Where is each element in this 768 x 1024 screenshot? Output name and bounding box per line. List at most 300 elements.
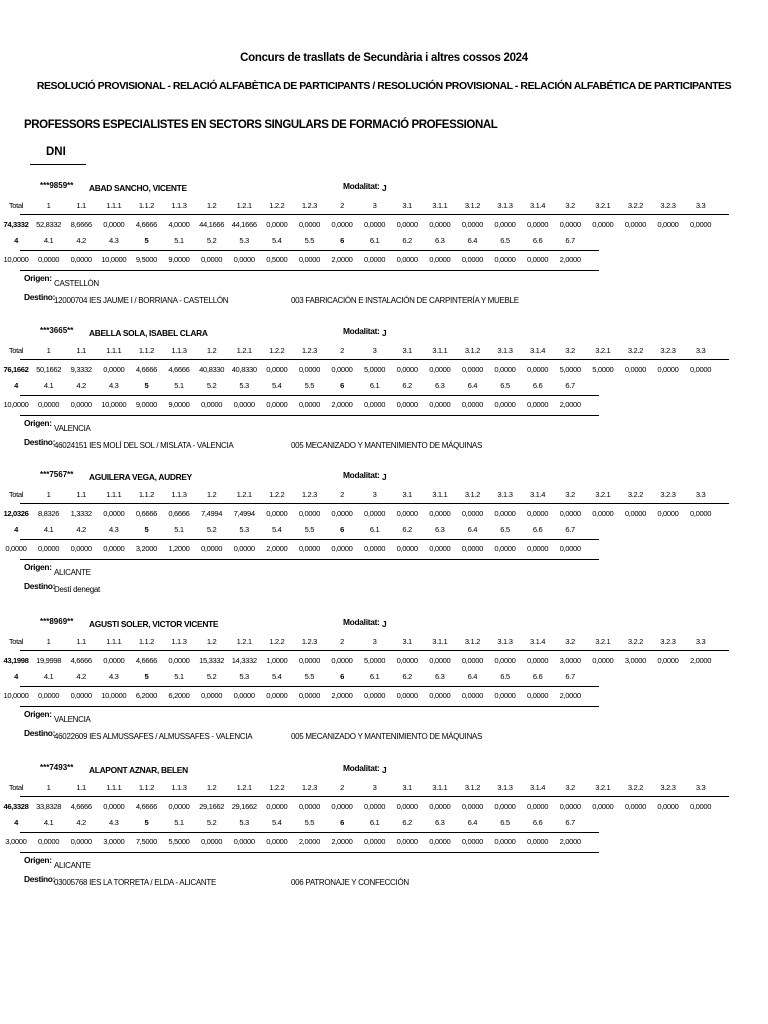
column-header: 6.3 [435, 381, 445, 390]
destino-value: 12000704 IES JAUME I / BORRIANA - CASTELLÓN [54, 296, 229, 305]
score-cell: 0,0000 [201, 400, 223, 409]
origen-value: CASTELLÓN [54, 279, 99, 288]
score-cell: 0,0000 [201, 544, 223, 553]
column-header: 6.7 [565, 525, 575, 534]
score-cell: 0,0000 [5, 544, 27, 553]
column-header: 3 [372, 201, 377, 210]
origen-label: Origen: [24, 709, 52, 719]
column-header: 4.1 [43, 818, 54, 827]
column-header: 5.1 [174, 818, 184, 827]
column-header: 5.2 [206, 525, 217, 534]
score-cell: 0,5000 [266, 255, 288, 264]
column-header: 3.2 [565, 783, 575, 792]
participant-dni: ***8969** [40, 617, 74, 626]
row-divider [20, 650, 729, 651]
score-cell: 29,1662 [231, 802, 257, 811]
score-cell: 7,4994 [201, 509, 223, 518]
score-cell: 2,0000 [266, 544, 288, 553]
column-header: 5.4 [272, 525, 282, 534]
column-header: 1.1.2 [138, 637, 154, 646]
column-header: 1.2 [206, 346, 217, 355]
column-header: 6.4 [467, 818, 478, 827]
column-header: 1.2 [206, 783, 217, 792]
column-header: 6.5 [500, 672, 510, 681]
score-cell: 4,0000 [168, 220, 190, 229]
column-header: Total [8, 637, 24, 646]
column-header: 1 [46, 490, 51, 499]
column-header: 6.4 [467, 525, 478, 534]
score-cell: 0,0000 [527, 837, 549, 846]
score-cell: 4,6666 [70, 656, 92, 665]
score-cell: 0,0000 [657, 656, 679, 665]
column-header: 3.1.4 [530, 637, 546, 646]
column-header: 5.5 [304, 236, 315, 245]
score-cell: 0,0000 [494, 255, 516, 264]
row-divider [20, 686, 599, 687]
column-header: 6.1 [369, 236, 380, 245]
score-cell: 0,0000 [331, 509, 353, 518]
column-header: 3.3 [695, 637, 706, 646]
score-cell: 0,0000 [364, 837, 386, 846]
column-header: 6.4 [467, 672, 478, 681]
column-header: 3.2.2 [627, 346, 643, 355]
column-header: 1.1.1 [106, 201, 122, 210]
column-header: 3.1.1 [432, 490, 448, 499]
column-header: 4.2 [76, 818, 86, 827]
destino-label: Destino: [24, 292, 56, 302]
score-cell: 4,6666 [168, 365, 190, 374]
score-cell: 33,8328 [36, 802, 62, 811]
column-header: 3.2.1 [595, 201, 611, 210]
row-divider [20, 832, 599, 833]
column-header: 6.6 [532, 672, 543, 681]
origen-label: Origen: [24, 418, 52, 428]
score-cell: 10,0000 [3, 691, 29, 700]
column-header: 5.4 [272, 381, 282, 390]
score-cell: 0,0000 [396, 656, 418, 665]
column-header: 1.2.1 [236, 637, 252, 646]
column-header: 3.1.2 [464, 346, 480, 355]
score-cell: 0,0000 [429, 544, 451, 553]
column-header: 3.2.2 [627, 783, 643, 792]
column-header: 3.2.3 [660, 346, 676, 355]
score-cell: 5,0000 [364, 365, 386, 374]
score-cell: 2,0000 [331, 255, 353, 264]
column-header: 1.2.2 [269, 490, 285, 499]
score-cell: 29,1662 [199, 802, 225, 811]
score-cell: 2,0000 [559, 691, 581, 700]
score-cell: 0,0000 [233, 544, 255, 553]
score-cell: 5,0000 [559, 365, 581, 374]
score-cell: 0,0000 [624, 365, 646, 374]
column-header: 3.3 [695, 490, 706, 499]
score-cell: 0,0000 [201, 691, 223, 700]
score-cell: 0,0000 [331, 544, 353, 553]
score-cell: 1,3332 [70, 509, 92, 518]
score-cell: 0,0000 [396, 837, 418, 846]
column-header: 3.1.4 [530, 346, 546, 355]
column-header: 3.1.2 [464, 637, 480, 646]
column-header: 5.1 [174, 381, 184, 390]
score-cell: 0,0000 [527, 691, 549, 700]
column-header: 3.2 [565, 346, 575, 355]
column-header: 1.1.2 [138, 201, 154, 210]
column-header: 6.2 [402, 236, 412, 245]
total-score: 74,3332 [3, 220, 29, 229]
column-header: 1.1 [76, 346, 86, 355]
column-header: 6.7 [565, 818, 575, 827]
score-cell: 0,0000 [168, 656, 190, 665]
participant-block [0, 181, 768, 321]
column-header: 4 [14, 525, 18, 534]
score-cell: 0,0000 [396, 220, 418, 229]
column-header: 3.2.3 [660, 490, 676, 499]
score-cell: 0,0000 [364, 400, 386, 409]
score-cell: 4,6666 [135, 365, 157, 374]
column-header: 2 [340, 201, 344, 210]
column-header: 5 [144, 381, 149, 390]
column-header: 4.1 [43, 236, 54, 245]
column-header: 1.1 [76, 201, 86, 210]
total-score: 46,3328 [3, 802, 29, 811]
score-cell: 0,0000 [494, 220, 516, 229]
score-cell: 0,0000 [266, 400, 288, 409]
column-header: 6.3 [435, 525, 445, 534]
score-cell: 0,0000 [298, 220, 320, 229]
participant-dni: ***7493** [40, 763, 74, 772]
score-cell: 0,0000 [429, 837, 451, 846]
score-cell: 10,0000 [3, 400, 29, 409]
column-header: 4.1 [43, 525, 54, 534]
column-header: Total [8, 490, 24, 499]
score-cell: 0,0000 [624, 220, 646, 229]
score-cell: 0,0000 [233, 400, 255, 409]
modalitat-label: Modalitat: [343, 326, 380, 336]
score-cell: 0,0000 [396, 544, 418, 553]
score-cell: 0,0000 [429, 220, 451, 229]
score-cell: 0,0000 [461, 802, 483, 811]
column-header: 1.1 [76, 490, 86, 499]
especialidad-value: 006 PATRONAJE Y CONFECCIÓN [291, 878, 409, 887]
column-header: 2 [340, 490, 344, 499]
column-header: 4.3 [109, 525, 119, 534]
column-header: 6.1 [369, 525, 380, 534]
score-cell: 0,0000 [331, 656, 353, 665]
score-cell: 0,0000 [266, 365, 288, 374]
score-cell: 0,0000 [38, 255, 60, 264]
column-header: 3 [372, 783, 377, 792]
column-header: 5.2 [206, 672, 217, 681]
column-header: 1.1.3 [171, 490, 187, 499]
row-divider [20, 359, 729, 360]
score-cell: 0,0000 [429, 255, 451, 264]
column-header: 2 [340, 783, 344, 792]
score-cell: 0,0000 [38, 691, 60, 700]
dni-underline [30, 164, 86, 165]
participant-block [0, 763, 768, 903]
score-cell: 8,6666 [70, 220, 92, 229]
column-header: 1.1.1 [106, 490, 122, 499]
column-header: 6 [340, 236, 344, 245]
column-header: 3.2.2 [627, 201, 643, 210]
column-header: 6.5 [500, 525, 510, 534]
score-cell: 7,5000 [135, 837, 157, 846]
score-cell: 0,0000 [494, 656, 516, 665]
origen-value: VALENCIA [54, 715, 91, 724]
score-cell: 2,0000 [690, 656, 712, 665]
column-header: 1.2.1 [236, 346, 252, 355]
column-header: 3.2.3 [660, 201, 676, 210]
column-header: 3.2 [565, 201, 575, 210]
column-header: 1.2.3 [301, 490, 317, 499]
column-header: 6.7 [565, 381, 575, 390]
score-cell: 2,0000 [298, 837, 320, 846]
destino-label: Destino: [24, 874, 56, 884]
score-cell: 0,0000 [461, 691, 483, 700]
score-cell: 6,2000 [135, 691, 157, 700]
score-cell: 4,6666 [135, 220, 157, 229]
document-title: Concurs de trasllats de Secundària i altres cossos 2024 [240, 52, 528, 64]
section-heading: PROFESSORS ESPECIALISTES EN SECTORS SINGULARS DE FORMACIÓ PROFESSIONAL [24, 119, 498, 131]
column-header: 1.1.1 [106, 637, 122, 646]
column-header: 3.1.3 [497, 490, 513, 499]
column-header: 6.1 [369, 672, 380, 681]
destino-label: Destino: [24, 581, 56, 591]
participant-name: AGUSTI SOLER, VICTOR VICENTE [89, 619, 219, 629]
score-cell: 0,0000 [168, 802, 190, 811]
column-header: 3 [372, 490, 377, 499]
score-cell: 0,0000 [494, 691, 516, 700]
column-header: 6.2 [402, 818, 412, 827]
column-header: 5.4 [272, 236, 282, 245]
column-header: 6 [340, 672, 344, 681]
column-header: 5.1 [174, 672, 184, 681]
column-header: 4.2 [76, 672, 86, 681]
score-cell: 0,0000 [527, 656, 549, 665]
score-cell: 10,0000 [3, 255, 29, 264]
score-cell: 0,0000 [690, 220, 712, 229]
score-cell: 0,0000 [298, 691, 320, 700]
column-header: 3.1.2 [464, 201, 480, 210]
score-cell: 0,0000 [690, 802, 712, 811]
column-header: 1.2 [206, 490, 217, 499]
score-cell: 0,0000 [70, 837, 92, 846]
column-header: 5.4 [272, 818, 282, 827]
score-cell: 0,0000 [592, 802, 614, 811]
destino-value: 46022609 IES ALMUSSAFES / ALMUSSAFES - VALENCIA [54, 732, 253, 741]
document-subtitle: RESOLUCIÓ PROVISIONAL - RELACIÓ ALFABÈTICA DE PARTICIPANTS / RESOLUCIÓN PROVISIONAL - RELACIÓN ALFABÉTICA DE PARTICIPANTES [36, 80, 732, 92]
column-header: 1.1.2 [138, 346, 154, 355]
score-cell: 0,0000 [461, 509, 483, 518]
score-cell: 3,0000 [624, 656, 646, 665]
column-header: 3.1 [402, 637, 412, 646]
score-cell: 0,0000 [527, 400, 549, 409]
score-cell: 9,0000 [135, 400, 157, 409]
column-header: 6.1 [369, 381, 380, 390]
score-cell: 0,0000 [364, 802, 386, 811]
column-header: 1.1.2 [138, 783, 154, 792]
column-header: 5.2 [206, 236, 217, 245]
column-header: 1.1.1 [106, 346, 122, 355]
score-cell: 0,0000 [103, 656, 125, 665]
column-header: 3.2 [565, 637, 575, 646]
score-cell: 15,3332 [199, 656, 225, 665]
score-cell: 0,0000 [527, 220, 549, 229]
score-cell: 0,0000 [429, 802, 451, 811]
modalitat-label: Modalitat: [343, 470, 380, 480]
modalitat-value: J [382, 619, 387, 629]
column-header: 4.2 [76, 381, 86, 390]
column-header: 1.1.2 [138, 490, 154, 499]
score-cell: 3,0000 [5, 837, 27, 846]
column-header: 1.2 [206, 201, 217, 210]
column-header: 3.1.2 [464, 783, 480, 792]
column-header: 3.3 [695, 346, 706, 355]
score-cell: 0,0000 [103, 802, 125, 811]
column-header: 6.6 [532, 381, 543, 390]
score-cell: 5,5000 [168, 837, 190, 846]
score-cell: 0,0000 [494, 544, 516, 553]
score-cell: 9,3332 [70, 365, 92, 374]
row-divider [20, 270, 599, 271]
score-cell: 0,0000 [298, 656, 320, 665]
column-header: Total [8, 783, 24, 792]
modalitat-label: Modalitat: [343, 617, 380, 627]
score-cell: 0,0000 [657, 509, 679, 518]
score-cell: 0,0000 [527, 544, 549, 553]
score-cell: 10,0000 [101, 691, 127, 700]
score-cell: 4,6666 [135, 802, 157, 811]
column-header: 5.3 [239, 525, 249, 534]
column-header: 3.1 [402, 783, 412, 792]
column-header: 1.2.2 [269, 346, 285, 355]
column-header: 6.2 [402, 672, 412, 681]
score-cell: 19,9998 [36, 656, 62, 665]
modalitat-value: J [382, 472, 387, 482]
score-cell: 0,0000 [461, 544, 483, 553]
score-cell: 0,0000 [396, 255, 418, 264]
score-cell: 0,0000 [331, 802, 353, 811]
score-cell: 0,0000 [494, 400, 516, 409]
modalitat-label: Modalitat: [343, 763, 380, 773]
score-cell: 0,0000 [429, 365, 451, 374]
score-cell: 0,0000 [364, 509, 386, 518]
row-divider [20, 796, 729, 797]
modalitat-value: J [382, 328, 387, 338]
column-header: 1.2.3 [301, 201, 317, 210]
score-cell: 0,0000 [429, 691, 451, 700]
column-header: 5.2 [206, 818, 217, 827]
score-cell: 0,0000 [70, 544, 92, 553]
column-header: 3.1.4 [530, 201, 546, 210]
score-cell: 40,8330 [231, 365, 257, 374]
column-header: 6.5 [500, 381, 510, 390]
column-header: 3.1.1 [432, 346, 448, 355]
score-cell: 2,0000 [331, 837, 353, 846]
score-cell: 0,0000 [298, 255, 320, 264]
score-cell: 9,5000 [135, 255, 157, 264]
column-header: 3.1 [402, 346, 412, 355]
column-header: 5.3 [239, 672, 249, 681]
row-divider [20, 559, 599, 560]
participant-name: ALAPONT AZNAR, BELEN [89, 765, 188, 775]
score-cell: 0,0000 [657, 365, 679, 374]
column-header: 6.3 [435, 236, 445, 245]
score-cell: 0,0000 [364, 220, 386, 229]
score-cell: 2,0000 [559, 837, 581, 846]
score-cell: 0,0000 [429, 656, 451, 665]
column-header: 1.1.3 [171, 201, 187, 210]
score-cell: 0,0000 [70, 255, 92, 264]
column-header: 3.3 [695, 201, 706, 210]
participant-block [0, 470, 768, 610]
score-cell: 10,0000 [101, 400, 127, 409]
column-header: 4.2 [76, 525, 86, 534]
score-cell: 0,0000 [494, 837, 516, 846]
score-cell: 0,0000 [527, 255, 549, 264]
score-cell: 0,0000 [657, 802, 679, 811]
score-cell: 40,8330 [199, 365, 225, 374]
score-cell: 8,8326 [38, 509, 60, 518]
column-header: 6.4 [467, 381, 478, 390]
column-header: 3.1.3 [497, 783, 513, 792]
column-header: 3.2.3 [660, 637, 676, 646]
score-cell: 0,0000 [461, 365, 483, 374]
column-header: 3.2.2 [627, 637, 643, 646]
column-header: 6.6 [532, 236, 543, 245]
destino-value: Destí denegat [54, 585, 100, 594]
score-cell: 44,1666 [199, 220, 225, 229]
row-divider [20, 503, 729, 504]
score-cell: 0,0000 [233, 837, 255, 846]
column-header: 3 [372, 637, 377, 646]
column-header: 5 [144, 672, 149, 681]
score-cell: 0,0000 [38, 837, 60, 846]
score-cell: 2,0000 [331, 400, 353, 409]
column-header: 5.5 [304, 672, 315, 681]
score-cell: 0,0000 [298, 400, 320, 409]
score-cell: 0,6666 [135, 509, 157, 518]
score-cell: 4,6666 [135, 656, 157, 665]
row-divider [20, 250, 599, 251]
score-cell: 4,6666 [70, 802, 92, 811]
column-header: 5.3 [239, 381, 249, 390]
participant-block [0, 326, 768, 466]
column-header: 4 [14, 236, 18, 245]
score-cell: 0,0000 [559, 802, 581, 811]
column-header: 4.3 [109, 672, 119, 681]
score-cell: 3,0000 [103, 837, 125, 846]
column-header: 1.2.3 [301, 783, 317, 792]
score-cell: 0,0000 [461, 837, 483, 846]
column-header: 6.2 [402, 381, 412, 390]
participant-block [0, 617, 768, 757]
column-header: 3.2.3 [660, 783, 676, 792]
score-cell: 0,0000 [103, 365, 125, 374]
column-header: 1.1 [76, 783, 86, 792]
score-cell: 14,3332 [231, 656, 257, 665]
participant-dni: ***7567** [40, 470, 74, 479]
column-header: 3.1.3 [497, 637, 513, 646]
column-header: 3 [372, 346, 377, 355]
score-cell: 1,2000 [168, 544, 190, 553]
column-header: 3.2.1 [595, 346, 611, 355]
score-cell: 50,1662 [36, 365, 62, 374]
column-header: 6.1 [369, 818, 380, 827]
row-divider [20, 415, 599, 416]
score-cell: 0,0000 [396, 802, 418, 811]
column-header: 1 [46, 783, 51, 792]
